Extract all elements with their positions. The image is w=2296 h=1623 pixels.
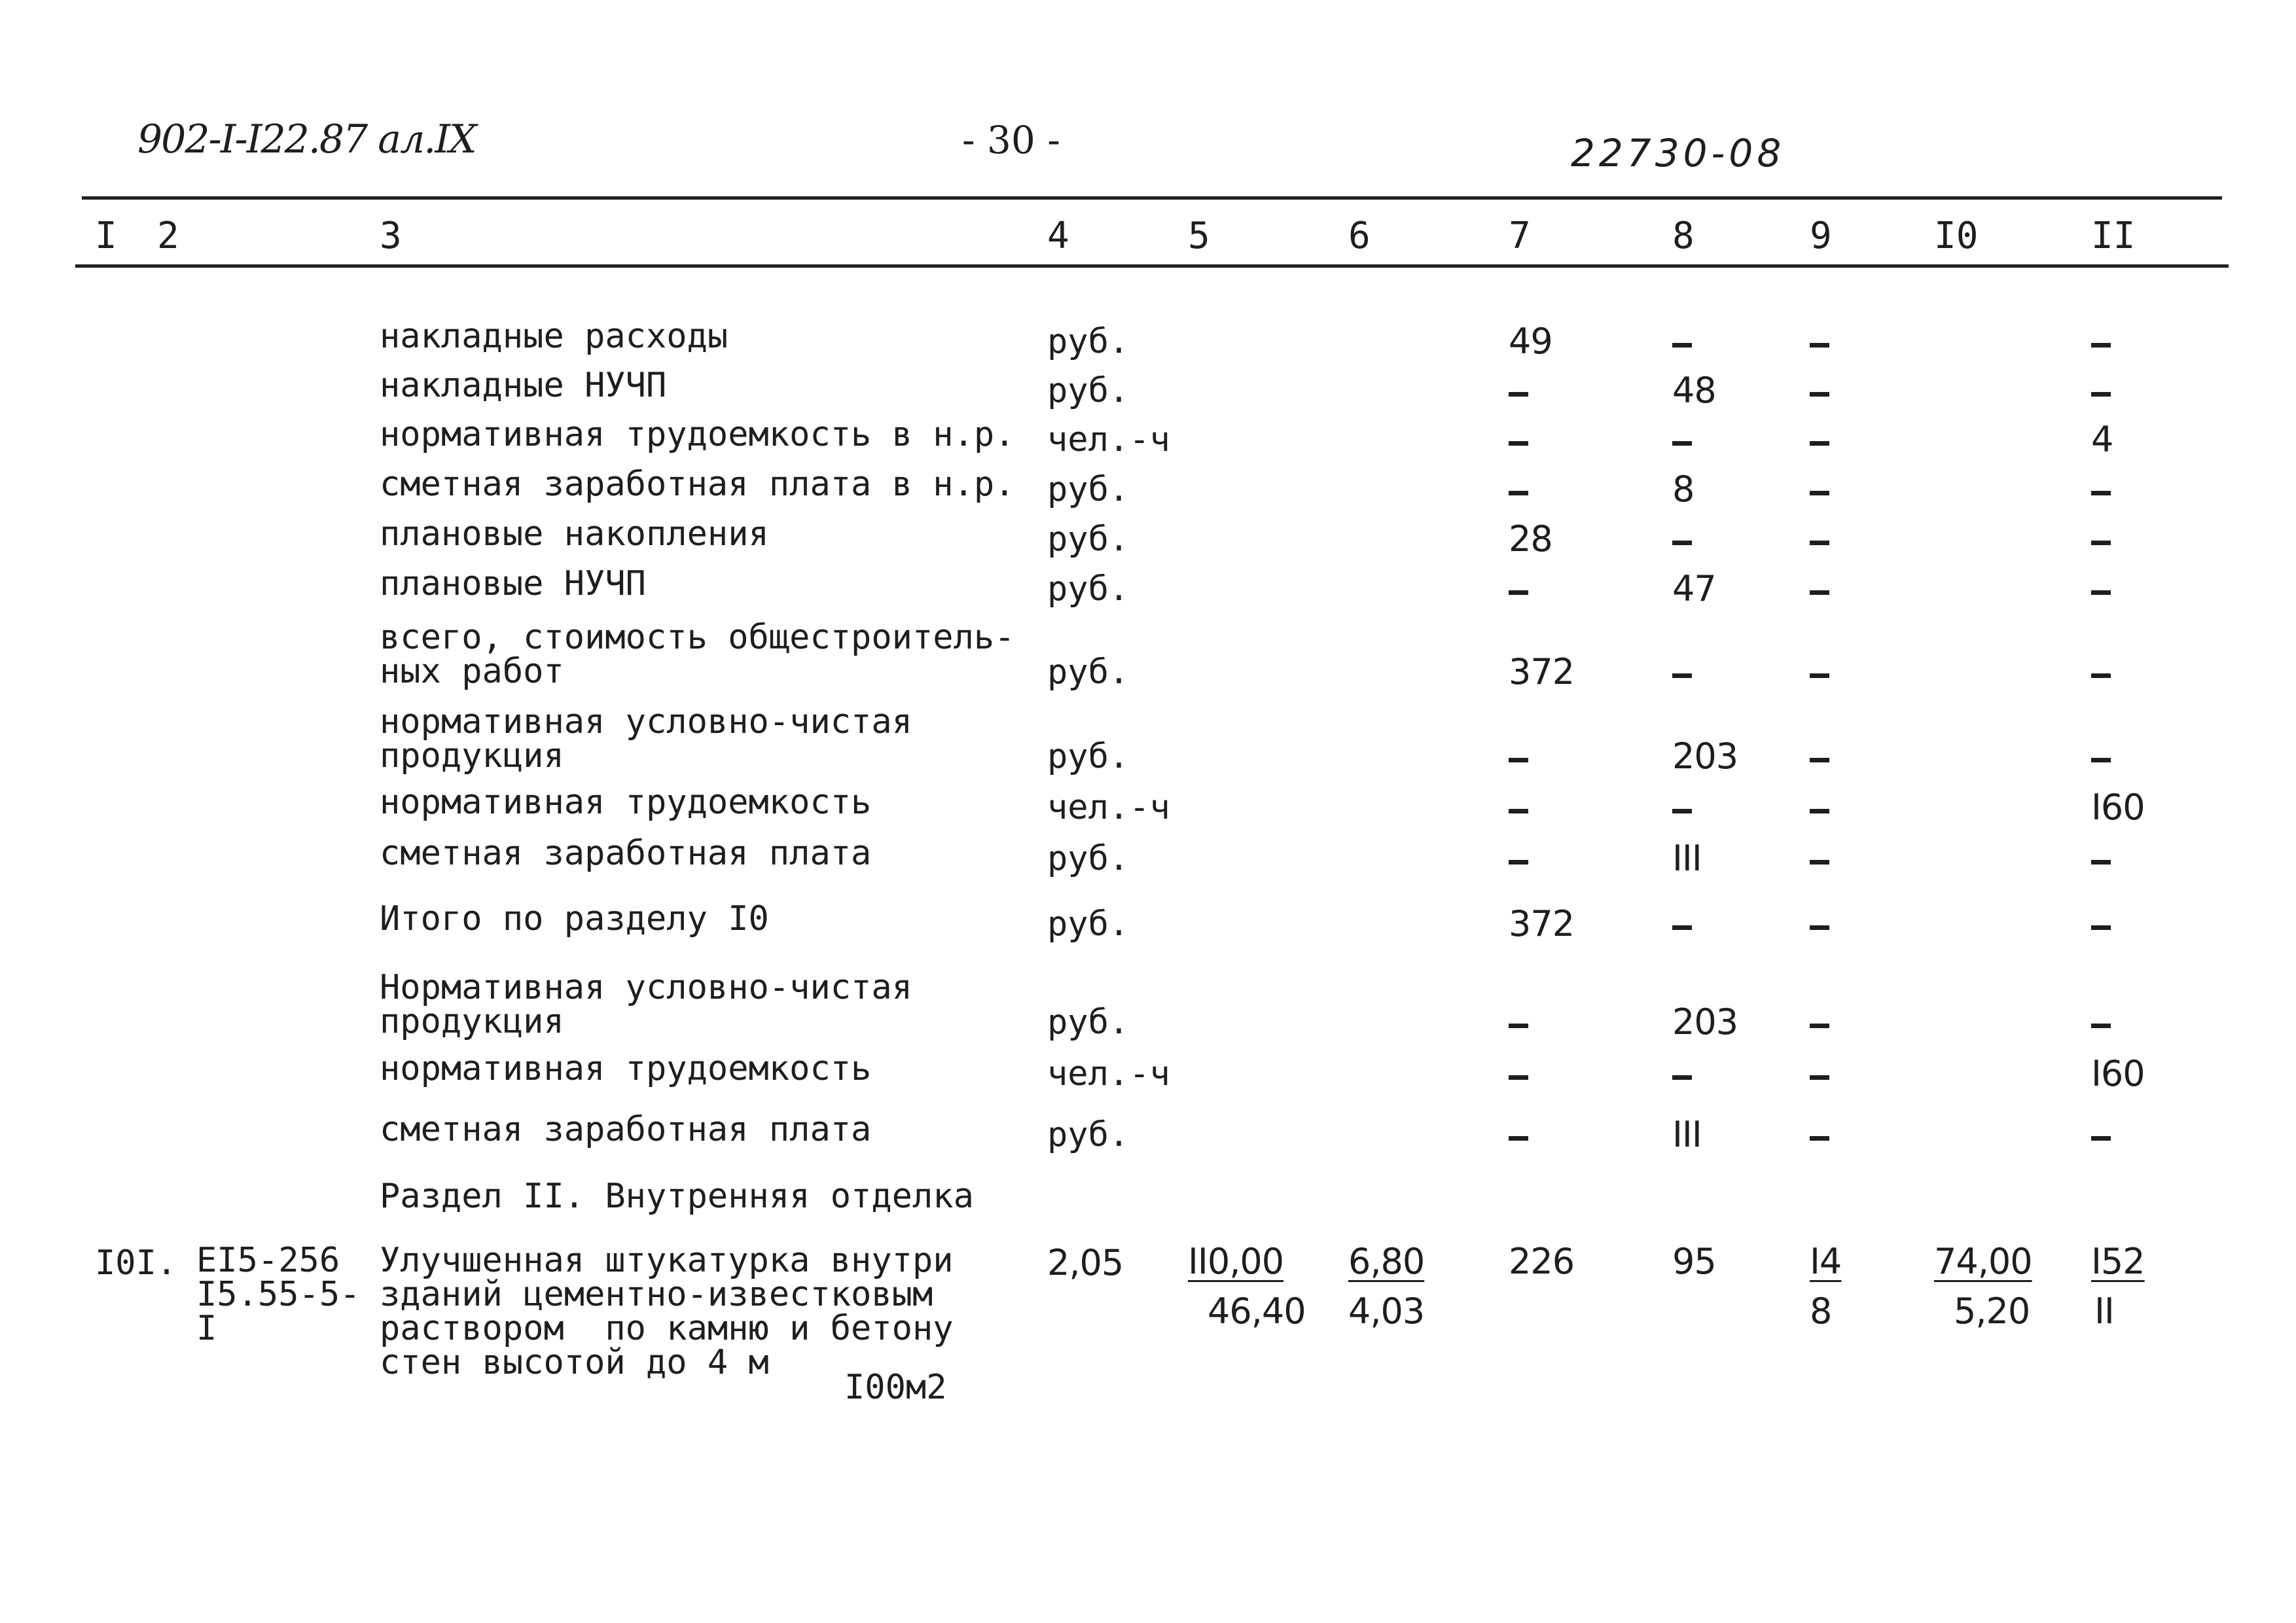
row-cell-c7: [1509, 787, 1535, 828]
row-cell-c7: [1509, 736, 1535, 777]
row-unit: руб.: [1047, 371, 1130, 410]
row-unit: руб.: [1047, 569, 1130, 609]
row-cell-c7: [1509, 1001, 1535, 1043]
document-number: 22730-08: [1571, 131, 1785, 175]
header-bottom-rule: [75, 264, 2229, 268]
page-number: - 30 -: [962, 118, 1060, 162]
row-unit: чел.-ч: [1047, 420, 1170, 459]
dash-mark: [1810, 925, 1829, 930]
row-cell-c11: [2091, 903, 2117, 944]
item-col4: 2,05: [1047, 1242, 1124, 1283]
column-header-4: 4: [1047, 215, 1069, 257]
item-col6-bottom: 4,03: [1348, 1291, 1425, 1332]
dash-mark: [1810, 1136, 1829, 1141]
row-cell-c7: 372: [1509, 903, 1575, 944]
row-label: накладные НУЧП: [380, 366, 667, 405]
dash-mark: [2091, 758, 2111, 762]
row-unit: руб.: [1047, 1003, 1130, 1042]
dash-mark: [2091, 590, 2111, 595]
dash-mark: [2091, 860, 2111, 865]
document-code: 902-I-I22.87 ал.IX: [137, 116, 476, 162]
item-col6-top: 6,80: [1348, 1241, 1425, 1282]
item-col10-top: 74,00: [1934, 1241, 2032, 1282]
row-cell-c9: [1810, 903, 1836, 944]
row-cell-c9: [1810, 419, 1836, 460]
dash-mark: [1810, 860, 1829, 865]
dash-mark: [1672, 809, 1692, 813]
dash-mark: [1672, 343, 1692, 348]
row-cell-c7: [1509, 419, 1535, 460]
row-cell-c11: [2091, 370, 2117, 411]
row-cell-c7: 28: [1509, 518, 1552, 560]
row-unit: руб.: [1047, 904, 1130, 944]
row-cell-c7: [1509, 1114, 1535, 1155]
row-label: нормативная условно-чистая продукция: [380, 702, 912, 776]
dash-mark: [1810, 491, 1829, 495]
header-top-rule: [82, 196, 2222, 200]
column-header-11: II: [2091, 215, 2136, 257]
item-code: EI5-256 I5.55-5- I: [196, 1241, 361, 1348]
column-header-7: 7: [1509, 215, 1531, 257]
dash-mark: [1810, 673, 1829, 678]
dash-mark: [1810, 541, 1829, 545]
row-cell-c9: [1810, 838, 1836, 879]
section-title: Раздел II. Внутренняя отделка: [380, 1177, 974, 1216]
row-cell-c8: [1672, 321, 1698, 362]
column-header-9: 9: [1810, 215, 1832, 257]
row-label: Итого по разделу I0: [380, 899, 769, 938]
row-unit: чел.-ч: [1047, 1054, 1170, 1094]
row-cell-c11: [2091, 518, 2117, 560]
row-unit: руб.: [1047, 652, 1130, 692]
column-header-2: 2: [157, 215, 179, 257]
item-col7: 226: [1509, 1241, 1575, 1282]
item-col9-top: I4: [1810, 1241, 1842, 1282]
row-cell-c11: [2091, 1001, 2117, 1043]
dash-mark: [1810, 1024, 1829, 1028]
dash-mark: [2091, 673, 2111, 678]
item-col5-bottom: 46,40: [1208, 1291, 1306, 1332]
row-label: Нормативная условно-чистая продукция: [380, 968, 912, 1041]
row-label: нормативная трудоемкость в н.р.: [380, 415, 1015, 454]
row-cell-c8: 203: [1672, 1001, 1738, 1043]
row-cell-c8: [1672, 419, 1698, 460]
dash-mark: [2091, 343, 2111, 348]
row-cell-c9: [1810, 1114, 1836, 1155]
dash-mark: [1509, 1024, 1528, 1028]
row-cell-c8: 47: [1672, 568, 1716, 609]
item-col11-bottom: II: [2094, 1291, 2114, 1332]
item-col11-top: I52: [2091, 1241, 2145, 1282]
row-cell-c11: [2091, 1114, 2117, 1155]
row-cell-c8: [1672, 787, 1698, 828]
item-measure: I00м2: [844, 1368, 947, 1407]
row-cell-c8: III: [1672, 838, 1702, 879]
row-label: сметная заработная плата: [380, 834, 872, 873]
item-col8: 95: [1672, 1241, 1716, 1282]
row-unit: руб.: [1047, 520, 1130, 559]
dash-mark: [2091, 1024, 2111, 1028]
row-unit: чел.-ч: [1047, 788, 1170, 827]
column-header-8: 8: [1672, 215, 1695, 257]
row-cell-c9: [1810, 568, 1836, 609]
dash-mark: [1810, 809, 1829, 813]
row-cell-c7: [1509, 1053, 1535, 1094]
dash-mark: [1509, 590, 1528, 595]
dash-mark: [1672, 925, 1692, 930]
row-cell-c11: 4: [2091, 419, 2113, 460]
dash-mark: [1672, 1075, 1692, 1080]
row-cell-c11: I60: [2091, 787, 2145, 828]
row-cell-c8: 48: [1672, 370, 1716, 411]
row-cell-c11: [2091, 321, 2117, 362]
item-description: Улучшенная штукатурка внутри зданий цементно-известковым раствором по камню и бетону стен высотой до 4 м: [380, 1241, 954, 1382]
row-cell-c11: [2091, 651, 2117, 692]
dash-mark: [1810, 590, 1829, 595]
column-header-3: 3: [380, 215, 402, 257]
row-cell-c8: 8: [1672, 469, 1695, 510]
dash-mark: [1810, 343, 1829, 348]
column-header-10: I0: [1934, 215, 1979, 257]
row-cell-c9: [1810, 321, 1836, 362]
dash-mark: [1810, 392, 1829, 397]
row-cell-c8: [1672, 651, 1698, 692]
row-unit: руб.: [1047, 839, 1130, 878]
row-cell-c9: [1810, 787, 1836, 828]
dash-mark: [1509, 392, 1528, 397]
item-col9-bottom: 8: [1810, 1291, 1832, 1332]
row-cell-c9: [1810, 370, 1836, 411]
row-cell-c9: [1810, 469, 1836, 510]
row-cell-c8: [1672, 903, 1698, 944]
dash-mark: [1810, 1075, 1829, 1080]
dash-mark: [1509, 1136, 1528, 1141]
row-label: плановые накопления: [380, 514, 769, 554]
item-col5-top: II0,00: [1188, 1241, 1284, 1282]
row-cell-c9: [1810, 736, 1836, 777]
row-cell-c7: [1509, 568, 1535, 609]
row-label: сметная заработная плата: [380, 1110, 872, 1149]
row-label: нормативная трудоемкость: [380, 783, 872, 822]
dash-mark: [1509, 1075, 1528, 1080]
column-header-5: 5: [1188, 215, 1210, 257]
item-number: I0I.: [95, 1243, 177, 1283]
dash-mark: [1509, 491, 1528, 495]
dash-mark: [1810, 758, 1829, 762]
row-cell-c11: [2091, 838, 2117, 879]
row-cell-c7: [1509, 838, 1535, 879]
dash-mark: [1672, 441, 1692, 446]
dash-mark: [1810, 441, 1829, 446]
dash-mark: [2091, 392, 2111, 397]
row-unit: руб.: [1047, 470, 1130, 509]
row-cell-c8: [1672, 1053, 1698, 1094]
row-cell-c7: [1509, 469, 1535, 510]
row-cell-c7: 372: [1509, 651, 1575, 692]
dash-mark: [2091, 491, 2111, 495]
dash-mark: [2091, 541, 2111, 545]
row-label: нормативная трудоемкость: [380, 1049, 872, 1088]
row-cell-c11: [2091, 568, 2117, 609]
row-unit: руб.: [1047, 737, 1130, 776]
row-unit: руб.: [1047, 1115, 1130, 1154]
dash-mark: [1509, 758, 1528, 762]
row-cell-c11: I60: [2091, 1053, 2145, 1094]
row-label: всего, стоимость общестроитель- ных работ: [380, 618, 1015, 691]
dash-mark: [2091, 1136, 2111, 1141]
dash-mark: [1509, 860, 1528, 865]
row-unit: руб.: [1047, 322, 1130, 361]
row-cell-c8: III: [1672, 1114, 1702, 1155]
row-cell-c8: [1672, 518, 1698, 560]
dash-mark: [1672, 541, 1692, 545]
dash-mark: [1509, 441, 1528, 446]
row-label: сметная заработная плата в н.р.: [380, 465, 1015, 504]
row-label: накладные расходы: [380, 317, 728, 356]
row-cell-c9: [1810, 651, 1836, 692]
row-cell-c9: [1810, 1001, 1836, 1043]
dash-mark: [1672, 673, 1692, 678]
row-cell-c7: 49: [1509, 321, 1552, 362]
dash-mark: [1509, 809, 1528, 813]
row-cell-c9: [1810, 518, 1836, 560]
row-label: плановые НУЧП: [380, 564, 646, 603]
row-cell-c11: [2091, 736, 2117, 777]
row-cell-c11: [2091, 469, 2117, 510]
row-cell-c8: 203: [1672, 736, 1738, 777]
row-cell-c9: [1810, 1053, 1836, 1094]
dash-mark: [2091, 925, 2111, 930]
column-header-6: 6: [1348, 215, 1371, 257]
column-header-1: I: [95, 215, 117, 257]
row-cell-c7: [1509, 370, 1535, 411]
item-col10-bottom: 5,20: [1954, 1291, 2030, 1332]
